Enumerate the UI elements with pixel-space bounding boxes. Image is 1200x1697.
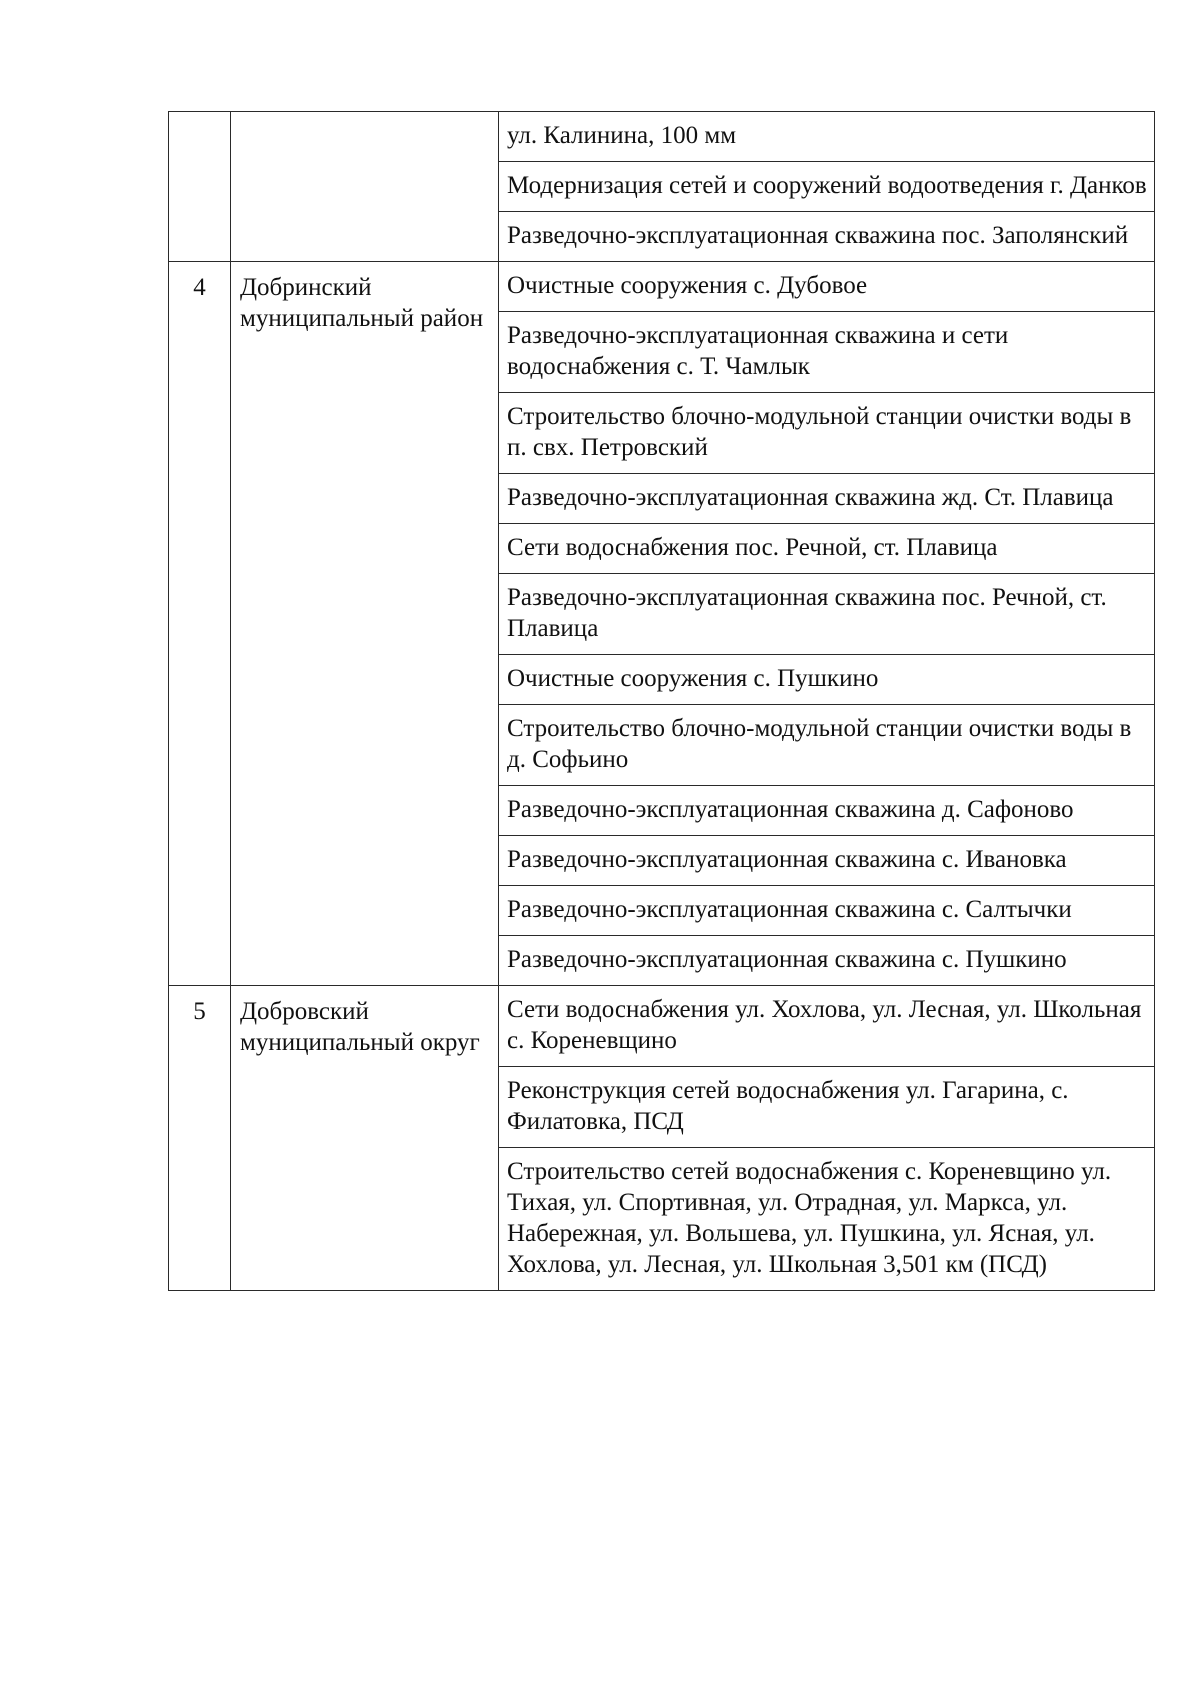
object-description-cell: Разведочно-эксплуатационная скважина с. Пушкино xyxy=(499,936,1155,986)
object-description-cell: Строительство блочно-модульной станции очистки воды в д. Софьино xyxy=(499,705,1155,786)
object-description-cell: ул. Калинина, 100 мм xyxy=(499,112,1155,162)
object-description-cell: Строительство сетей водоснабжения с. Кореневщино ул. Тихая, ул. Спортивная, ул. Отрадная, ул. Маркса, ул. Набережная, ул. Вольшева, ул. Пушкина, ул. Ясная, ул. Хохлова, ул. Лесная, ул. Школьная 3,501 км (ПСД) xyxy=(499,1148,1155,1291)
object-description-cell: Сети водоснабжения пос. Речной, ст. Плавица xyxy=(499,524,1155,574)
table-row xyxy=(169,262,1155,312)
table-row xyxy=(169,112,1155,162)
object-description-cell: Разведочно-эксплуатационная скважина д. Сафоново xyxy=(499,786,1155,836)
row-number-cell xyxy=(169,112,231,262)
object-description-cell: Разведочно-эксплуатационная скважина и сети водоснабжения с. Т. Чамлык xyxy=(499,312,1155,393)
municipality-name-cell: Добровский муниципальный округ xyxy=(231,986,499,1291)
municipality-name-cell xyxy=(231,112,499,262)
object-description-cell: Реконструкция сетей водоснабжения ул. Гагарина, с. Филатовка, ПСД xyxy=(499,1067,1155,1148)
municipality-name-cell: Добринский муниципальный район xyxy=(231,262,499,986)
object-description-cell: Разведочно-эксплуатационная скважина с. Салтычки xyxy=(499,886,1155,936)
object-description-cell: Строительство блочно-модульной станции очистки воды в п. свх. Петровский xyxy=(499,393,1155,474)
table-row xyxy=(169,986,1155,1067)
object-description-cell: Разведочно-эксплуатационная скважина жд. Ст. Плавица xyxy=(499,474,1155,524)
object-description-cell: Очистные сооружения с. Пушкино xyxy=(499,655,1155,705)
object-description-cell: Разведочно-эксплуатационная скважина с. Ивановка xyxy=(499,836,1155,886)
object-description-cell: Сети водоснабжения ул. Хохлова, ул. Лесная, ул. Школьная с. Кореневщино xyxy=(499,986,1155,1067)
row-number-cell: 4 xyxy=(169,262,231,986)
object-description-cell: Разведочно-эксплуатационная скважина пос. Речной, ст. Плавица xyxy=(499,574,1155,655)
object-description-cell: Разведочно-эксплуатационная скважина пос. Заполянский xyxy=(499,212,1155,262)
object-description-cell: Модернизация сетей и сооружений водоотведения г. Данков xyxy=(499,162,1155,212)
objects-table-body xyxy=(169,112,1155,1291)
object-description-cell: Очистные сооружения с. Дубовое xyxy=(499,262,1155,312)
row-number-cell: 5 xyxy=(169,986,231,1291)
objects-table xyxy=(168,111,1155,1291)
